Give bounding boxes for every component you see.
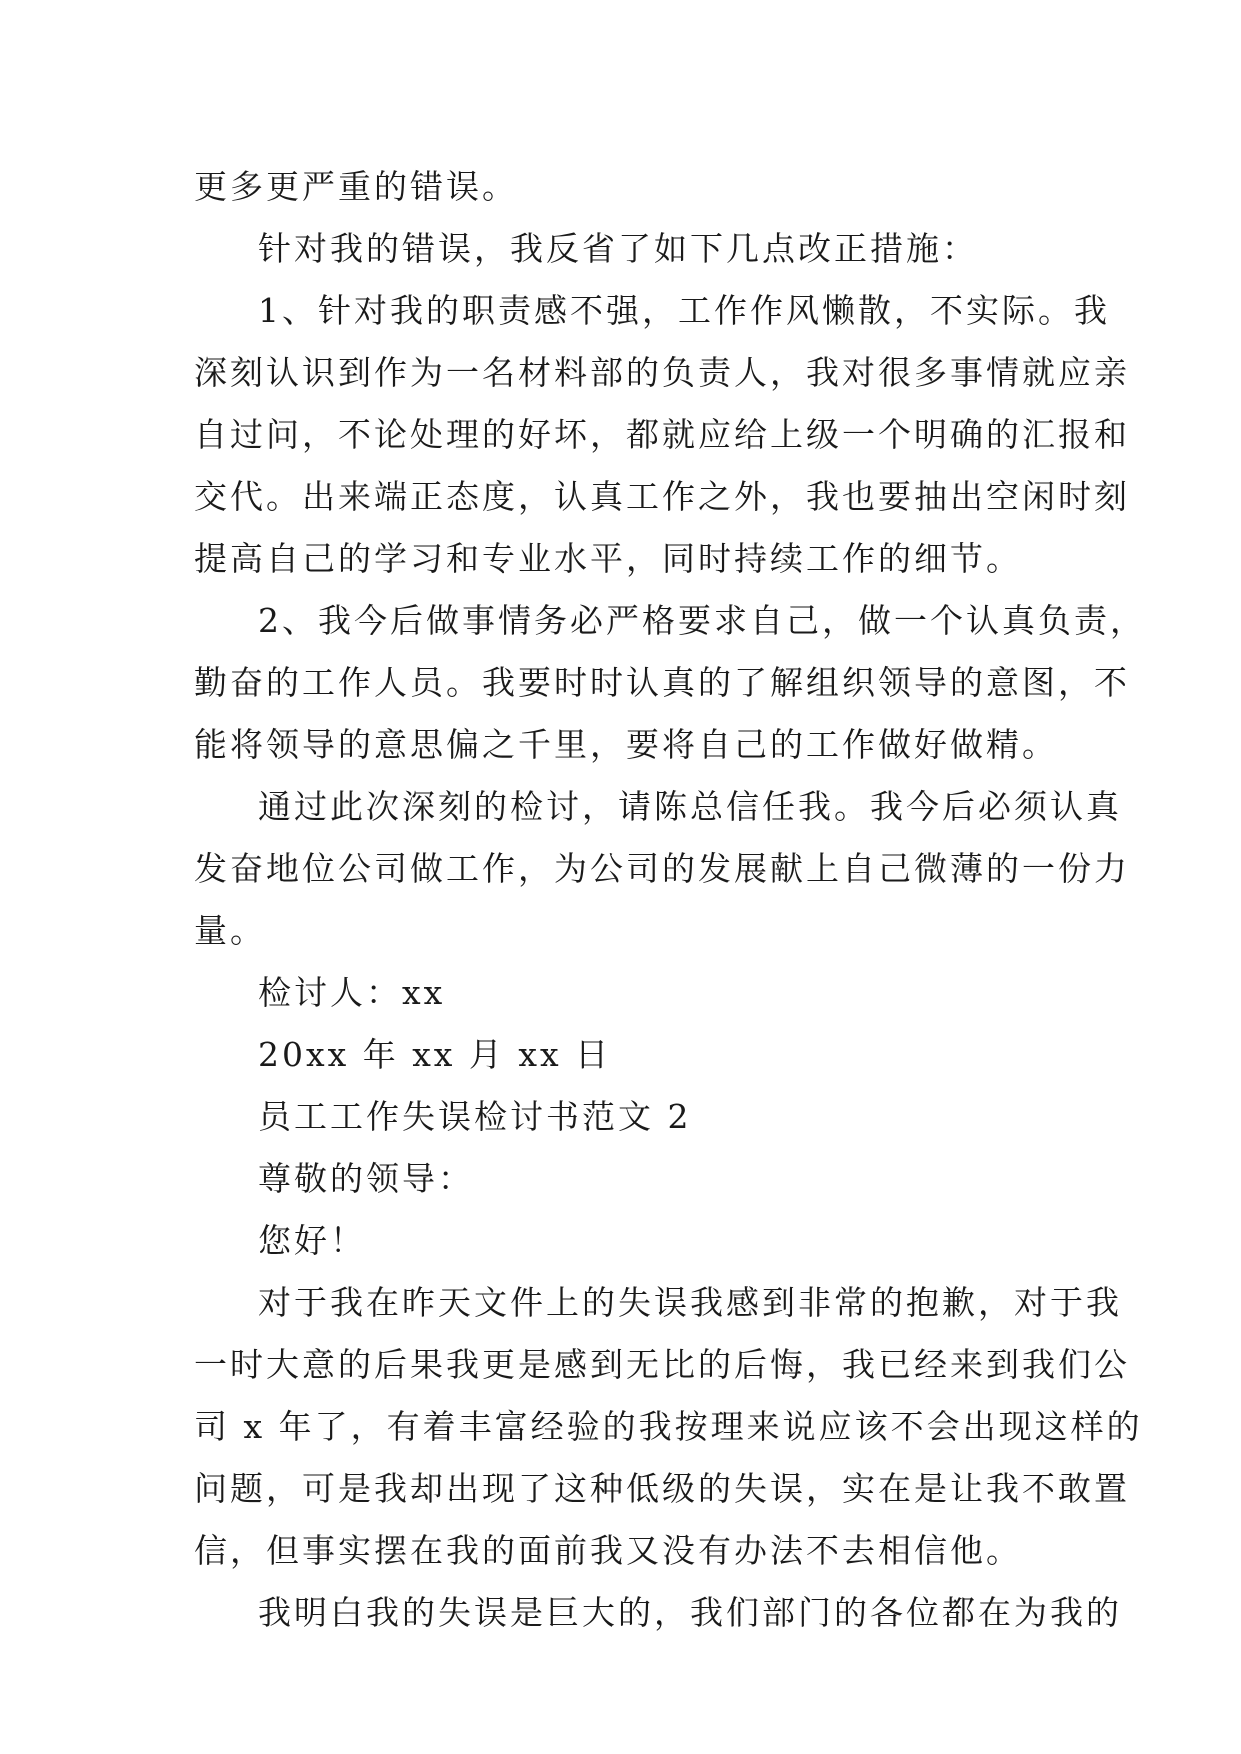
text-line: 提高自己的学习和专业水平，同时持续工作的细节。 [194,539,1022,578]
text-line: 信，但事实摆在我的面前我又没有办法不去相信他。 [194,1531,1022,1570]
date-line: 20xx 年 xx 月 xx 日 [258,1035,612,1074]
text-line: 针对我的错误，我反省了如下几点改正措施： [258,229,978,268]
greeting: 您好！ [258,1221,366,1260]
text-line: 2、我今后做事情务必严格要求自己，做一个认真负责， [258,601,1146,640]
text-line: 能将领导的意思偏之千里，要将自己的工作做好做精。 [194,725,1058,764]
text-line: 通过此次深刻的检讨，请陈总信任我。我今后必须认真 [258,787,1122,826]
salutation: 尊敬的领导： [258,1159,474,1198]
signature-line: 检讨人：xx [258,973,446,1012]
text-line: 我明白我的失误是巨大的，我们部门的各位都在为我的 [258,1593,1122,1632]
document-body [194,156,1146,1644]
text-line: 更多更严重的错误。 [194,167,518,206]
text-line: 1、针对我的职责感不强，工作作风懒散，不实际。我 [258,291,1110,330]
text-line: 量。 [194,911,266,950]
text-line: 勤奋的工作人员。我要时时认真的了解组织领导的意图，不 [194,663,1130,702]
text-line: 深刻认识到作为一名材料部的负责人，我对很多事情就应亲 [194,353,1130,392]
text-line: 问题，可是我却出现了这种低级的失误，实在是让我不敢置 [194,1469,1130,1508]
text-line: 交代。出来端正态度，认真工作之外，我也要抽出空闲时刻 [194,477,1130,516]
text-line: 发奋地位公司做工作，为公司的发展献上自己微薄的一份力 [194,849,1130,888]
text-line: 一时大意的后果我更是感到无比的后悔，我已经来到我们公 [194,1345,1130,1384]
text-line: 司 x 年了，有着丰富经验的我按理来说应该不会出现这样的 [194,1407,1143,1446]
text-line: 自过问，不论处理的好坏，都就应给上级一个明确的汇报和 [194,415,1130,454]
text-line: 对于我在昨天文件上的失误我感到非常的抱歉，对于我 [258,1283,1122,1322]
section-title: 员工工作失误检讨书范文 2 [258,1097,692,1136]
